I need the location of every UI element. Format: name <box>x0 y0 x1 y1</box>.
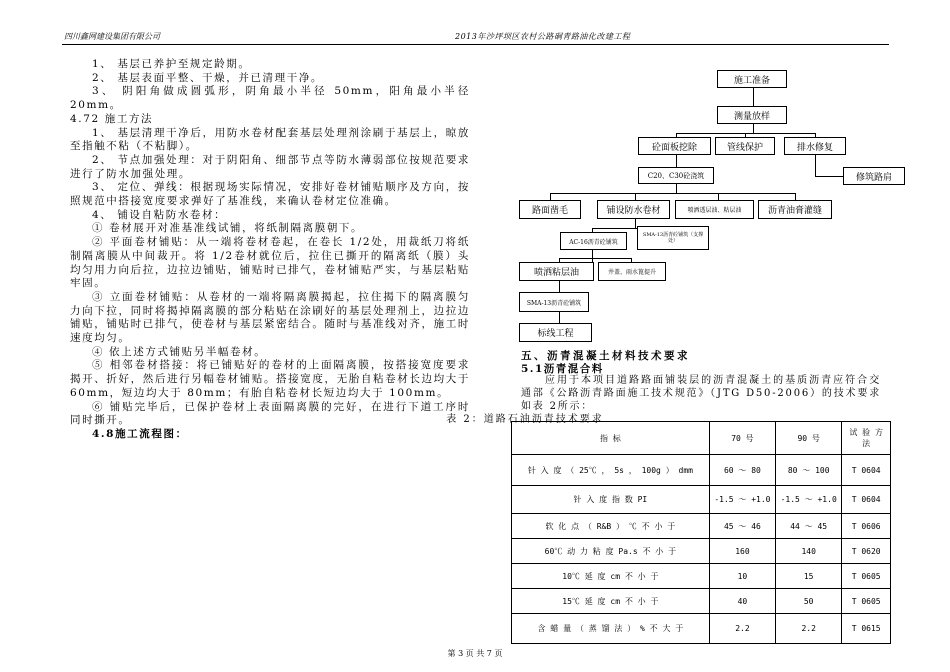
section-title: 五、沥青混凝土材料技术要求 <box>521 350 690 362</box>
table-header-cell: 70 号 <box>709 422 775 455</box>
flow-connector <box>718 193 719 200</box>
table-cell: T 0605 <box>842 564 891 589</box>
table-cell: 针 入 度 （ 25℃ ， 5s ， 100g ） dmm <box>512 455 710 486</box>
table-row <box>512 455 891 486</box>
flow-node-waterproofing: 铺设防水卷材 <box>597 200 670 219</box>
table-cell: -1.5 ～ +1.0 <box>776 486 842 514</box>
body-paragraph: 2、 基层表面平整、干燥，并已清理干净。 <box>92 71 324 84</box>
table-cell: 50 <box>776 589 842 614</box>
table-cell: T 0604 <box>842 455 891 486</box>
flow-node-pipe-protection: 管线保护 <box>715 137 775 155</box>
flow-connector <box>559 281 560 292</box>
asphalt-spec-table <box>511 421 891 644</box>
flow-node-marking: 标线工程 <box>519 323 592 342</box>
flow-node-ac16: AC-16沥青砼铺筑 <box>560 232 627 250</box>
body-paragraph: ④ 依上述方式铺贴另半幅卷材。 <box>92 345 267 358</box>
table-caption: 表 2：道路石油沥青技术要求 <box>446 414 604 425</box>
flow-connector <box>676 183 677 193</box>
body-paragraph: 1、 基层已养护至规定龄期。 <box>92 58 251 70</box>
flow-connector <box>559 258 632 259</box>
flow-connector <box>559 312 560 323</box>
header-rule <box>62 44 889 45</box>
table-cell: 60 ～ 80 <box>709 455 775 486</box>
body-paragraph: ⑥ 铺贴完毕后，已保护卷材上表面隔离膜的完好，在进行下道工序时同时撕开。 <box>70 400 470 427</box>
body-paragraph: ② 平面卷材铺贴：从一端将卷材卷起，在卷长 1/2处，用裁纸刀将纸制隔离膜从中间裁开。将 1/2卷材就位后，拉住已撕开的隔离纸（膜）头均匀用力向后拉，边拉边铺贴，铺贴时已排气，卷材铺贴严实，与基层粘贴牢固。 <box>70 236 470 290</box>
body-paragraph: 4、 铺设自粘防水卷材： <box>92 208 227 221</box>
flow-node-shoulder: 修筑路肩 <box>843 167 905 185</box>
flow-connector <box>815 176 843 177</box>
table-row <box>512 589 891 614</box>
section-paragraph <box>521 374 881 413</box>
body-paragraph: 3、 定位、弹线：根据现场实际情况，安排好卷材铺贴顺序及方向，按照规范中搭接宽度要求弹好了基准线，来确认卷材定位准确。 <box>70 181 470 208</box>
table-row <box>512 614 891 644</box>
body-paragraph: 4.72 施工方法 <box>70 112 154 125</box>
table-cell: 60℃ 动 力 粘 度 Pa.s 不 小 于 <box>512 539 710 564</box>
flow-connector <box>635 193 636 200</box>
table-cell: 40 <box>709 589 775 614</box>
header-project-title: 2013年沙坪坝区农村公路硐青路油化改建工程 <box>455 32 631 41</box>
table-cell: 140 <box>776 539 842 564</box>
table-cell: T 0606 <box>842 514 891 539</box>
table-cell: T 0605 <box>842 589 891 614</box>
table-header-cell: 指 标 <box>512 422 710 455</box>
body-paragraph: ① 卷材展开对准基准线试铺，将纸制隔离膜朝下。 <box>92 222 364 235</box>
flow-connector <box>815 154 816 177</box>
flow-node-preparation: 施工准备 <box>717 70 787 88</box>
flow-connector <box>550 193 551 200</box>
table-cell: 160 <box>709 539 775 564</box>
table-row <box>512 564 891 589</box>
flow-connector <box>753 123 754 133</box>
flow-node-concrete-pour: C20、C30砼浇筑 <box>638 167 714 184</box>
table-header-cell: 试 验 方 法 <box>842 422 891 455</box>
flow-node-slab-removal: 砼面板挖除 <box>638 137 711 155</box>
table-row <box>512 486 891 514</box>
table-cell: -1.5 ～ +1.0 <box>709 486 775 514</box>
table-cell: 15 <box>776 564 842 589</box>
table-row <box>512 514 891 539</box>
table-cell: 44 ～ 45 <box>776 514 842 539</box>
flow-node-sma13-support: SMA-13沥青砼铺筑（支撑处） <box>637 226 709 250</box>
flow-node-drainage-repair: 排水修复 <box>784 137 846 155</box>
table-cell: 2.2 <box>776 614 842 644</box>
page-number: 第 3 页 共 7 页 <box>447 649 503 658</box>
table-cell: 15℃ 延 度 cm 不 小 于 <box>512 589 710 614</box>
left-column-text <box>70 58 470 442</box>
table-cell: T 0604 <box>842 486 891 514</box>
flow-connector <box>753 87 754 106</box>
subsection-title: 5.1沥青混合料 <box>521 363 604 375</box>
body-paragraph: ⑤ 相邻卷材搭接：将已铺贴好的卷材的上面隔离膜，按搭接宽度要求揭开、折好，然后进行另幅卷材铺贴。搭接宽度，无胎自粘卷材长边均大于 60mm，短边均大于 80mm；有胎自粘卷材长短边均大于 100mm。 <box>70 359 470 399</box>
table-cell: 45 ～ 46 <box>709 514 775 539</box>
body-paragraph: 4.8施工流程图： <box>92 427 188 440</box>
body-paragraph: 1、 基层清理干净后，用防水卷材配套基层处理剂涂刷于基层上，晾放至指触不粘（不粘脚）。 <box>70 126 470 153</box>
flow-node-prime-coat: 喷洒透层油、粘层油 <box>675 200 754 219</box>
table-cell: 软 化 点 （ R&B ） ℃ 不 小 于 <box>512 514 710 539</box>
table-cell: 针 入 度 指 数 PI <box>512 486 710 514</box>
table-cell: 10 <box>709 564 775 589</box>
flow-connector <box>676 133 816 134</box>
flow-node-roughening: 路面凿毛 <box>519 200 581 219</box>
flow-connector <box>592 250 593 262</box>
body-paragraph: 2、 节点加强处理：对于阴阳角、细部节点等防水薄弱部位按规范要求进行了防水加强处理。 <box>70 153 470 180</box>
table-row <box>512 539 891 564</box>
flow-node-joint-sealing: 沥青油膏灌缝 <box>758 200 832 219</box>
table-cell: T 0615 <box>842 614 891 644</box>
flow-connector <box>676 154 677 167</box>
table-cell: T 0620 <box>842 539 891 564</box>
flow-node-sma13: SMA-13沥青砼铺筑 <box>519 292 589 312</box>
table-cell: 10℃ 延 度 cm 不 小 于 <box>512 564 710 589</box>
flow-node-survey: 测量放样 <box>717 106 787 124</box>
header-company: 四川鑫网建设集团有限公司 <box>64 32 160 41</box>
flow-node-tack-coat: 喷洒粘层油 <box>519 262 594 281</box>
paragraph-text: 应用于本项目道路路面铺装层的沥青混凝土的基质沥青应符合交通部《公路沥青路面施工技术规范》（JTG D50-2006）的技术要求如表 2所示： <box>521 375 881 412</box>
flow-connector <box>795 193 796 200</box>
flow-connector <box>550 193 796 194</box>
flow-connector <box>635 219 636 228</box>
flow-node-manhole-lift: 井盖、雨水篦提升 <box>598 262 666 281</box>
table-header-cell: 90 号 <box>776 422 842 455</box>
body-paragraph: 3、 阴阳角做成圆弧形，阴角最小半径 50mm，阳角最小半径 20mm。 <box>70 85 470 112</box>
table-cell: 含 蜡 量 （ 蒸 馏 法 ） % 不 大 于 <box>512 614 710 644</box>
table-header-row <box>512 422 891 455</box>
body-paragraph: ③ 立面卷材铺贴：从卷材的一端将隔离膜揭起，拉住揭下的隔离膜匀力向下拉，同时将揭掉隔离膜的部分粘贴在涂刷好的基层处理剂上，边拉边铺贴，铺贴时已排气，使卷材与基层紧密结合。随时与基准线对齐，施工时速度均匀。 <box>70 290 470 345</box>
table-cell: 2.2 <box>709 614 775 644</box>
table-cell: 80 ～ 100 <box>776 455 842 486</box>
